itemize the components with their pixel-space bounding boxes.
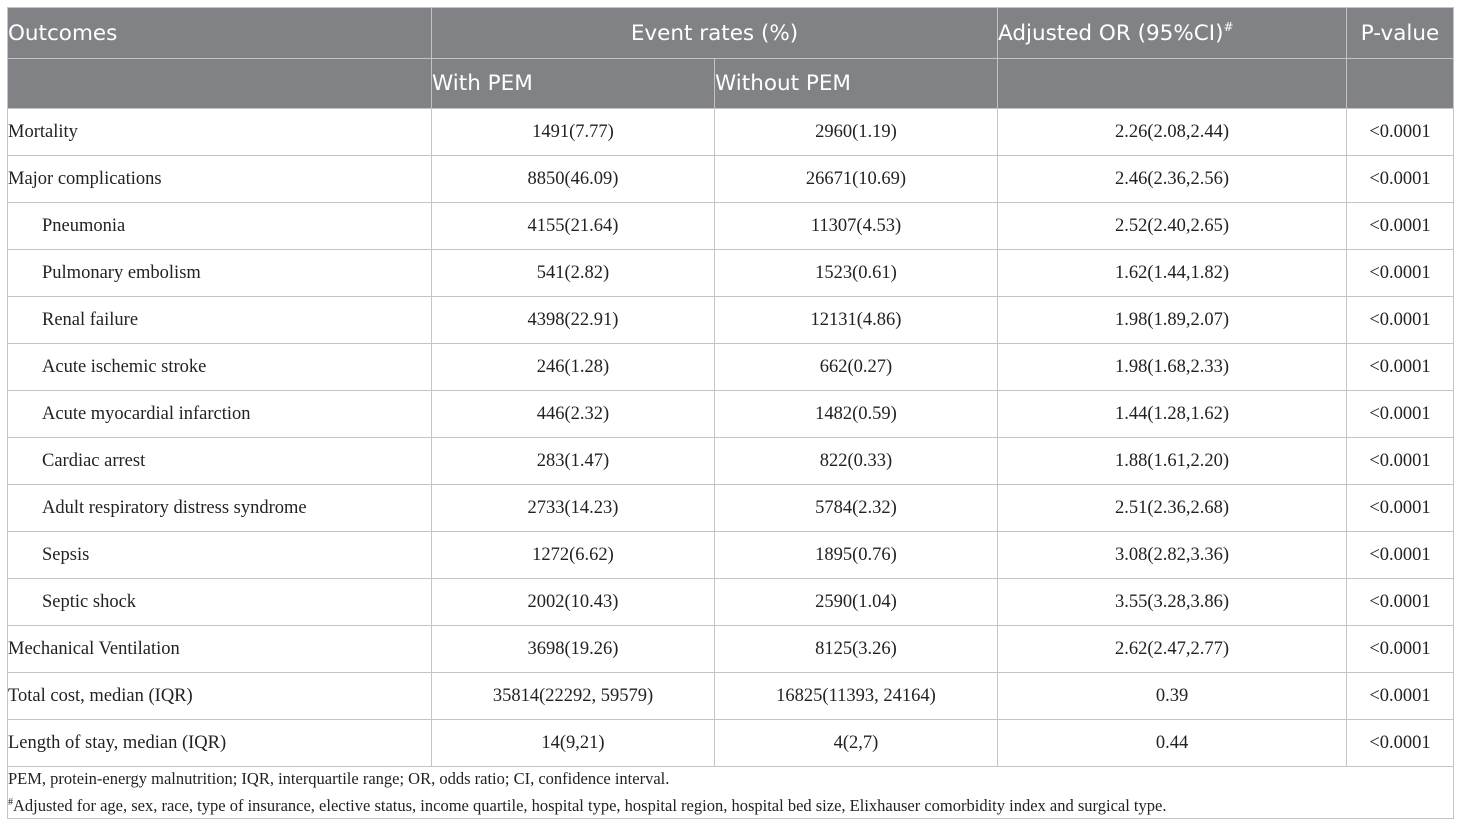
row-label: Renal failure — [8, 297, 432, 344]
cell-adjusted-or: 2.52(2.40,2.65) — [998, 203, 1347, 250]
footnote-adjusted — [8, 791, 1453, 818]
row-label: Length of stay, median (IQR) — [8, 720, 432, 767]
header-blank-adjusted — [998, 59, 1347, 109]
cell-p-value: <0.0001 — [1347, 250, 1454, 297]
cell-with-pem: 4155(21.64) — [432, 203, 715, 250]
row-label: Septic shock — [8, 579, 432, 626]
header-blank-outcomes — [8, 59, 432, 109]
header-blank-pvalue — [1347, 59, 1454, 109]
cell-adjusted-or: 1.98(1.89,2.07) — [998, 297, 1347, 344]
cell-adjusted-or: 2.51(2.36,2.68) — [998, 485, 1347, 532]
cell-without-pem: 662(0.27) — [715, 344, 998, 391]
table-row — [8, 532, 1454, 579]
cell-without-pem: 1895(0.76) — [715, 532, 998, 579]
cell-p-value: <0.0001 — [1347, 720, 1454, 767]
header-adjusted-or-label: Adjusted OR (95%CI) — [998, 21, 1224, 46]
cell-p-value: <0.0001 — [1347, 532, 1454, 579]
cell-p-value: <0.0001 — [1347, 438, 1454, 485]
cell-p-value: <0.0001 — [1347, 673, 1454, 720]
row-label: Sepsis — [8, 532, 432, 579]
cell-p-value: <0.0001 — [1347, 626, 1454, 673]
table-row — [8, 250, 1454, 297]
cell-without-pem: 2960(1.19) — [715, 109, 998, 156]
cell-p-value: <0.0001 — [1347, 297, 1454, 344]
header-without-pem: Without PEM — [715, 59, 998, 109]
table-row — [8, 626, 1454, 673]
header-event-rates: Event rates (%) — [432, 8, 998, 59]
cell-without-pem: 2590(1.04) — [715, 579, 998, 626]
cell-adjusted-or: 1.88(1.61,2.20) — [998, 438, 1347, 485]
footnote-row — [8, 767, 1454, 819]
cell-with-pem: 3698(19.26) — [432, 626, 715, 673]
cell-p-value: <0.0001 — [1347, 203, 1454, 250]
row-label: Major complications — [8, 156, 432, 203]
cell-with-pem: 246(1.28) — [432, 344, 715, 391]
cell-without-pem: 12131(4.86) — [715, 297, 998, 344]
cell-adjusted-or: 3.55(3.28,3.86) — [998, 579, 1347, 626]
row-label: Pulmonary embolism — [8, 250, 432, 297]
table-row — [8, 297, 1454, 344]
cell-adjusted-or: 1.98(1.68,2.33) — [998, 344, 1347, 391]
cell-without-pem: 4(2,7) — [715, 720, 998, 767]
header-with-pem: With PEM — [432, 59, 715, 109]
row-label: Mortality — [8, 109, 432, 156]
cell-with-pem: 283(1.47) — [432, 438, 715, 485]
cell-adjusted-or: 3.08(2.82,3.36) — [998, 532, 1347, 579]
cell-p-value: <0.0001 — [1347, 109, 1454, 156]
row-label: Total cost, median (IQR) — [8, 673, 432, 720]
table-row — [8, 438, 1454, 485]
cell-without-pem: 11307(4.53) — [715, 203, 998, 250]
table-row — [8, 156, 1454, 203]
table-row — [8, 344, 1454, 391]
cell-with-pem: 2733(14.23) — [432, 485, 715, 532]
row-label: Adult respiratory distress syndrome — [8, 485, 432, 532]
cell-adjusted-or: 2.46(2.36,2.56) — [998, 156, 1347, 203]
cell-without-pem: 26671(10.69) — [715, 156, 998, 203]
cell-without-pem: 822(0.33) — [715, 438, 998, 485]
outcomes-table — [7, 7, 1454, 819]
footnote-adjusted-text: Adjusted for age, sex, race, type of insurance, elective status, income quartile, hospital type, hospital region, hospital bed size, Elixhauser comorbidity index and surgical type. — [13, 796, 1167, 815]
cell-p-value: <0.0001 — [1347, 579, 1454, 626]
cell-without-pem: 8125(3.26) — [715, 626, 998, 673]
cell-p-value: <0.0001 — [1347, 485, 1454, 532]
cell-with-pem: 1272(6.62) — [432, 532, 715, 579]
cell-adjusted-or: 1.44(1.28,1.62) — [998, 391, 1347, 438]
cell-without-pem: 1523(0.61) — [715, 250, 998, 297]
header-row-1 — [8, 8, 1454, 59]
table-row — [8, 720, 1454, 767]
header-adjusted-or — [998, 8, 1347, 59]
header-adjusted-or-marker: # — [1223, 20, 1234, 34]
cell-adjusted-or: 2.26(2.08,2.44) — [998, 109, 1347, 156]
cell-without-pem: 5784(2.32) — [715, 485, 998, 532]
row-label: Pneumonia — [8, 203, 432, 250]
cell-p-value: <0.0001 — [1347, 344, 1454, 391]
cell-with-pem: 14(9,21) — [432, 720, 715, 767]
cell-with-pem: 4398(22.91) — [432, 297, 715, 344]
row-label: Acute ischemic stroke — [8, 344, 432, 391]
cell-with-pem: 35814(22292, 59579) — [432, 673, 715, 720]
cell-adjusted-or: 2.62(2.47,2.77) — [998, 626, 1347, 673]
table-row — [8, 673, 1454, 720]
table-row — [8, 109, 1454, 156]
row-label: Acute myocardial infarction — [8, 391, 432, 438]
cell-with-pem: 446(2.32) — [432, 391, 715, 438]
cell-without-pem: 1482(0.59) — [715, 391, 998, 438]
table-row — [8, 203, 1454, 250]
row-label: Mechanical Ventilation — [8, 626, 432, 673]
cell-with-pem: 541(2.82) — [432, 250, 715, 297]
table-row — [8, 391, 1454, 438]
table-row — [8, 579, 1454, 626]
cell-without-pem: 16825(11393, 24164) — [715, 673, 998, 720]
table-row — [8, 485, 1454, 532]
cell-with-pem: 1491(7.77) — [432, 109, 715, 156]
cell-p-value: <0.0001 — [1347, 391, 1454, 438]
header-outcomes: Outcomes — [8, 8, 432, 59]
cell-p-value: <0.0001 — [1347, 156, 1454, 203]
cell-adjusted-or: 0.39 — [998, 673, 1347, 720]
cell-with-pem: 8850(46.09) — [432, 156, 715, 203]
header-p-value: P-value — [1347, 8, 1454, 59]
row-label: Cardiac arrest — [8, 438, 432, 485]
cell-with-pem: 2002(10.43) — [432, 579, 715, 626]
outcomes-table-container — [7, 7, 1453, 819]
footnote-abbreviations: PEM, protein-energy malnutrition; IQR, interquartile range; OR, odds ratio; CI, confidence interval. — [8, 769, 670, 788]
header-row-2 — [8, 59, 1454, 109]
table-footnotes — [8, 767, 1454, 819]
cell-adjusted-or: 0.44 — [998, 720, 1347, 767]
footnote-adjusted-marker: # — [8, 797, 13, 808]
cell-adjusted-or: 1.62(1.44,1.82) — [998, 250, 1347, 297]
